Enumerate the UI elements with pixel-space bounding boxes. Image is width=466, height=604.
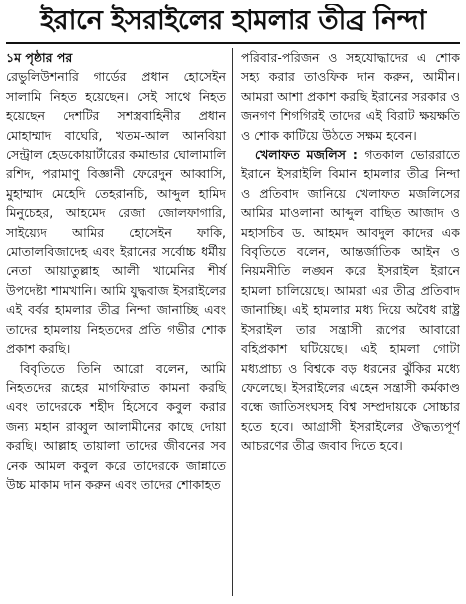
left-column	[6, 48, 233, 596]
article-columns	[6, 48, 460, 596]
left-paragraph-1	[6, 48, 226, 359]
right-paragraph-2-text: গতকাল ভোররাতে ইরানে ইসরাইলি বিমান হামলার তীব্র নিন্দা ও প্রতিবাদ জানিয়ে খেলাফত মজলিসের আমির মাওলানা আব্দুল বাছিত আজাদ ও মহাসচিব ড. আহমদ আবদুল কাদের এক বিবৃতিতে বলেন, আন্তর্জাতিক আইন ও নিয়মনীতি লঙ্ঘন করে ইসরাইল ইরানে হামলা চালিয়েছে। আমরা এর তীব্র প্রতিবাদ জানাচ্ছি। এই হামলার মধ্য দিয়ে অবৈধ রাষ্ট্র ইসরাইল তার সন্ত্রাসী রূপের আবারো বহিপ্রকাশ ঘটিয়েছে। এই হামলা গোটা মধ্যপ্রাচ্য ও বিশ্বকে বড় ধরনের ঝুঁকির মধ্যে ফেলেছে। ইসরাইলের এহেন সন্ত্রাসী কর্মকাণ্ড বন্ধে জাতিসংঘসহ বিশ্ব সম্প্রদায়কে সোচ্চার হতে হবে। আগ্রাসী ইসরাইলের ঔদ্ধত্যপূর্ণ আচরণের তীব্র জবাব দিতে হবে।	[241, 147, 460, 454]
section-lead-in: খেলাফত মজলিস :	[255, 147, 358, 163]
right-paragraph-1: পরিবার-পরিজন ও সহযোদ্ধাদের এ শোক সহ্য করার তাওফিক দান করুন, আমীন। আমরা আশা প্রকাশ করছি ইরানের সরকার ও জনগণ শিগগিরই তাদের এই বিরাট ক্ষয়ক্ষতি ও শোক কাটিয়ে উঠতে সক্ষম হবেন।	[241, 50, 460, 143]
headline: ইরানে ইসরাইলের হামলার তীব্র নিন্দা	[6, 4, 460, 44]
left-paragraph-2: বিবৃতিতে তিনি আরো বলেন, আমি নিহতদের রূহের মাগফিরাত কামনা করছি এবং তাদেরকে শহীদ হিসেবে কবুল করার জন্য মহান রাব্বুল আলামীনের কাছে দোয়া করছি। আল্লাহ তায়ালা তাদের জীবনের সব নেক আমল কবুল করে তাদেরকে জান্নাতে উচ্চ মাকাম দান করুন এবং তাদের শোকাহত	[6, 360, 226, 492]
left-paragraph-1-text: রেভুলিউশনারি গার্ডের প্রধান হোসেইন সালামি নিহত হয়েছেন। সেই সাথে নিহত হয়েছেন দেশটির সশস্ত্রবাহিনীর প্রধান মোহাম্মাদ বাঘেরি, খতম-আল আনবিয়া সেন্ট্রাল হেডকোয়ার্টারের কমান্ডার ঘোলামালি রশিদ, পরামাণু বিজ্ঞানী ফেরেদুন আব্বাসি, মুহাম্মাদ মেহেদি তেহরানচি, আব্দুল হামিদ মিনুচেহর, আহমেদ রেজা জোলফাগারি, সাইয়্যেদ আমির হোসেইন ফাকি, মোতালবিজাদেহ এবং ইরানের সর্বোচ্চ ধর্মীয় নেতা আয়াতুল্লাহ আলী খামেনির শীর্ষ উপদেষ্টা শামখানি। আমি যুদ্ধবাজ ইসরাইলের এই বর্বর হামলার তীব্র নিন্দা জানাচ্ছি এবং তাদের হামলায় নিহতদের প্রতি গভীর শোক প্রকাশ করছি।	[6, 69, 226, 357]
continuation-label: ১ম পৃষ্ঠার পর	[6, 50, 73, 65]
right-paragraph-2	[241, 145, 460, 456]
right-column	[233, 48, 460, 596]
